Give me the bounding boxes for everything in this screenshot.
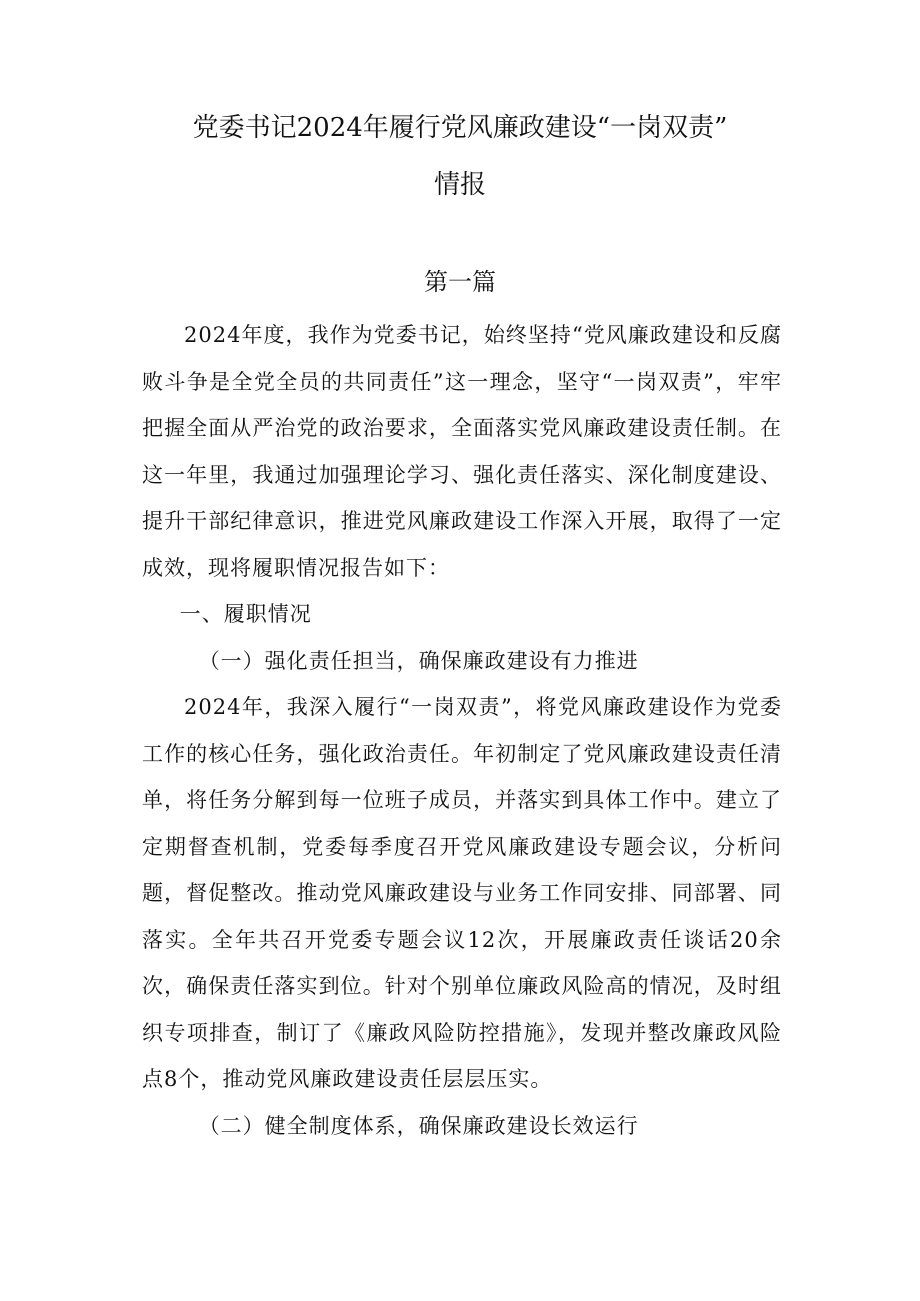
section-title: 第一篇 (424, 268, 496, 296)
paragraph-responsibility: 2024年，我深入履行“一岗双责”，将党风廉政建设作为党委工作的核心任务，强化政治责任。年初制定了党风廉政建设责任清单，将任务分解到每一位班子成员，并落实到具体工作中。建立了定期督查机制，党委每季度召开党风廉政建设专题会议，分析问题，督促整改。推动党风廉政建设与业务工作同安排、同部署、同落实。全年共召开党委专题会议12次，开展廉政责任谈话20余次，确保责任落实到位。针对个别单位廉政风险高的情况，及时组织专项排查，制订了《廉政风险防控措施》，发现并整改廉政风险点8个，推动党风廉政建设责任层层压实。 (142, 695, 782, 1091)
subheading-system: （二）健全制度体系，确保廉政建设长效运行 (198, 1113, 639, 1138)
document-title-line-2: 情报 (433, 170, 486, 200)
paragraph-intro: 2024年度，我作为党委书记，始终坚持“党风廉政建设和反腐败斗争是全党全员的共同责任”这一理念，坚守“一岗双责”，牢牢把握全面从严治党的政治要求，全面落实党风廉政建设责任制。在这一年里，我通过加强理论学习、强化责任落实、深化制度建设、提升干部纪律意识，推进党风廉政建设工作深入开展，取得了一定成效，现将履职情况报告如下： (142, 323, 782, 580)
heading-performance: 一、履职情况 (179, 602, 312, 626)
subheading-responsibility: （一）强化责任担当，确保廉政建设有力推进 (198, 648, 639, 673)
document-body (142, 312, 782, 1149)
document-title-line-1: 党委书记2024年履行党风廉政建设“一岗双责” (192, 113, 728, 143)
